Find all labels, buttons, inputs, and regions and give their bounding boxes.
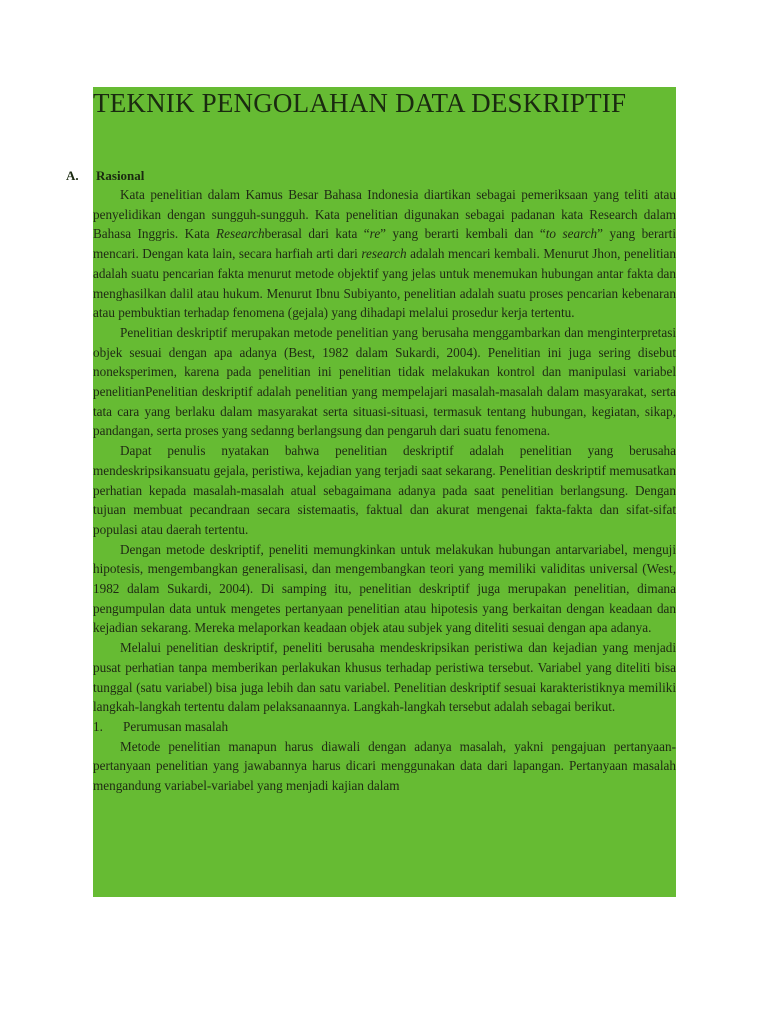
text-run: ” yang berarti kembali dan “ (380, 226, 546, 242)
text-run: Penelitian deskriptif merupakan metode penelitian yang berusaha menggambarkan dan menginterpretasi objek sesuai dengan apa adanya (Best, 1982 dalam Sukardi, 2004). Penelitian ini juga sering disebut noneksperimen, karena pada penelitian ini penelitian tidak melakukan kontrol dan manipulasi variabel penelitianPenelitian deskriptif adalah penelitian yang mempelajari masalah-masalah dalam masyarakat, serta tata cara yang berlaku dalam masyarakat serta situasi-situasi, termasuk tentang hubungan, kegiatan, sikap, pandangan, serta proses yang sedanng berlangsung dan pengaruh dari suatu fenomena. (93, 324, 676, 439)
list-item-1 (93, 717, 676, 737)
italic-term: research (361, 246, 407, 262)
document-body (93, 185, 676, 895)
section-label: A. (66, 168, 79, 183)
text-run: Melalui penelitian deskriptif, peneliti berusaha mendeskripsikan peristiwa dan kejadian yang menjadi pusat perhatian tanpa memberikan perlakukan khusus terhadap peristiwa tersebut. Variabel yang diteliti bisa tunggal (satu variabel) bisa juga lebih dan satu variabel. Penelitian deskriptif sesuai karakteristiknya memiliki langkah-langkah tertentu dalam pelaksanaannya. Langkah-langkah tersebut adalah sebagai berikut. (93, 640, 676, 715)
italic-term: re (369, 226, 381, 242)
section-heading-text: Rasional (96, 168, 145, 183)
italic-term: to search (545, 226, 598, 242)
text-run: Dengan metode deskriptif, peneliti memungkinkan untuk melakukan hubungan antarvariabel, menguji hipotesis, mengembangkan generalisasi, dan mengembangkan teori yang memiliki validitas universal (West, 1982 dalam Sukardi, 2004). Di samping itu, penelitian deskriptif juga merupakan penelitian, dimana pengumpulan data untuk mengetes pertanyaan penelitian atau hipotesis yang berkaitan dengan keadaan dan kejadian sekarang. Mereka melaporkan keadaan objek atau subjek yang diteliti sesuai dengan apa adanya. (93, 541, 676, 636)
text-run: berasal dari kata “ (264, 226, 370, 242)
paragraph-6: Metode penelitian manapun harus diawali dengan adanya masalah, yakni pengajuan pertanyaan-pertanyaan penelitian yang jawabannya harus dicari menggunakan data dari lapangan. Pertanyaan masalah mengandung variabel-variabel yang menjadi kajian dalam (93, 738, 676, 794)
text-run: adalah mencari kembali. Menurut Jhon, penelitian adalah suatu pencarian fakta menurut metode objektif yang jelas untuk menemukan hubungan antar fakta dan menghasilkan dalil atau hukum. Menurut Ibnu Subiyanto, penelitian adalah suatu proses pencarian kebenaran atau pembuktian terhadap fenomena (gejala) yang dihadapi melalui prosedur kerja tertentu. (93, 246, 676, 321)
paragraph-5 (93, 638, 676, 717)
text-run: Dapat penulis nyatakan bahwa penelitian deskriptif adalah penelitian yang berusaha mendeskripsikansuatu gejala, peristiwa, kejadian yang terjadi saat sekarang. Penelitian deskriptif memusatkan perhatian kepada masalah-masalah atual sebagaimana adanya pada saat penelitian berlangsung. Dengan tujuan membuat pecandraan secara sistemaatis, faktual dan akurat mengenai fakta-fakta dan sifat-sifat populasi atau daerah tertentu. (93, 443, 676, 537)
paragraph-1 (93, 185, 676, 323)
paragraph-4 (93, 540, 676, 639)
section-heading (66, 167, 144, 185)
italic-term: Research (216, 226, 265, 242)
paragraph-2 (93, 323, 676, 441)
text-run: Kata penelitian dalam Kamus Besar Bahasa Indonesia diartikan sebagai pemeriksaan yang teliti atau penyelidikan dengan sungguh-sungguh. Kata penelitian digunakan sebagai padanan kata Research dalam Bahasa Inggris. Kata (93, 187, 676, 242)
document-title: TEKNIK PENGOLAHAN DATA DESKRIPTIF (93, 88, 627, 118)
text-run: ” yang berarti mencari. Dengan kata lain, secara harfiah arti dari (93, 226, 676, 262)
list-item-number: 1. (93, 718, 103, 734)
paragraph-3 (93, 441, 676, 540)
list-item-text: Perumusan masalah (123, 718, 229, 734)
